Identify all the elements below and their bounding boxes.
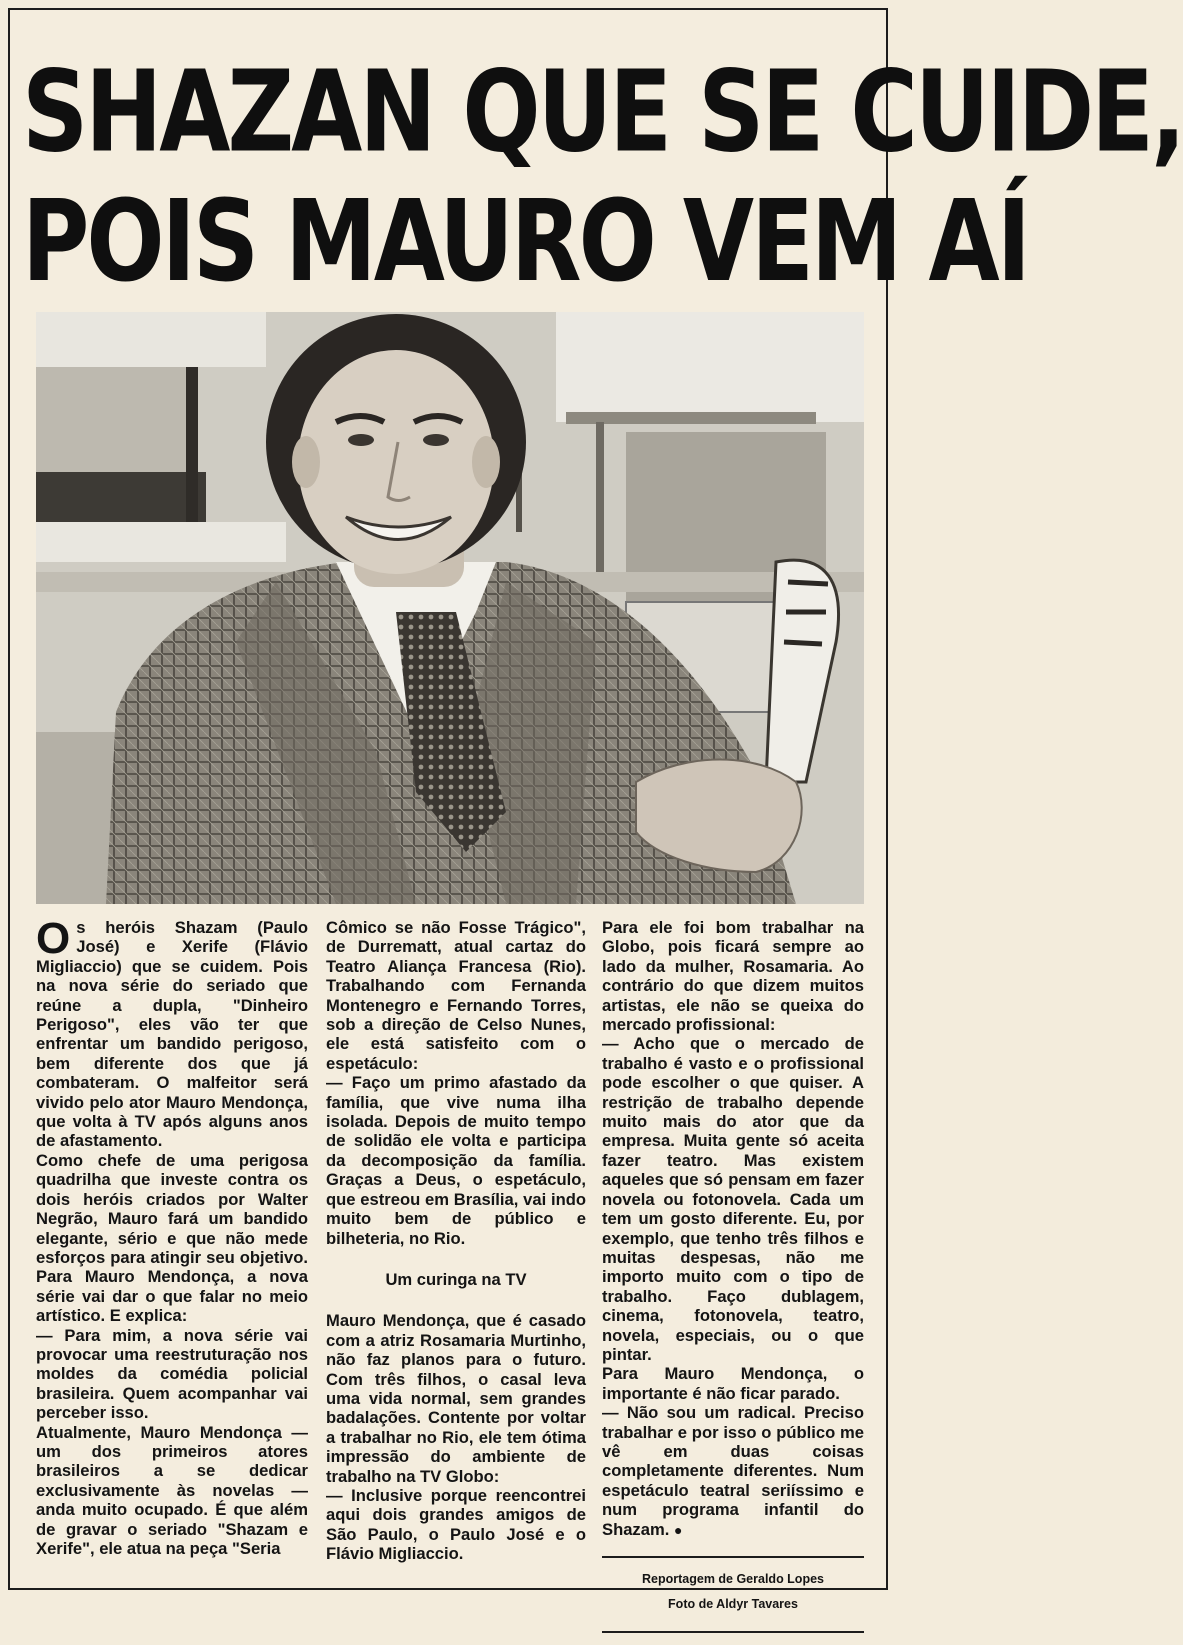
headline-line-1: SHAZAN QUE SE CUIDE, <box>22 46 1183 178</box>
paragraph: — Inclusive porque reencontrei aqui dois grandes amigos de São Paulo, o Paulo José e o Flávio Migliaccio. <box>326 1485 586 1564</box>
photo-credit: Foto de Aldyr Tavares <box>668 1597 798 1612</box>
section-subhead: Um curinga na TV <box>385 1269 527 1289</box>
paragraph: — Faço um primo afastado da família, que vive numa ilha isolada. Depois de muito tempo de solidão ele volta e participa da decomposição da família. Graças a Deus, o espetáculo, que estreou em Brasília, vai indo muito bem de público e bilheteria, no Rio. <box>326 1073 586 1248</box>
divider <box>602 1556 864 1558</box>
divider <box>602 1631 864 1633</box>
paragraph: — Acho que o mercado de trabalho é vasto e o profissional pode escolher o que quiser. A restrição de trabalho depende muito mais do ator que da empresa. Muita gente só aceita fazer teatro. Mas existem aqueles que só pensam em fazer novela ou fotonovela. Cada um tem um gosto diferente. Eu, por exemplo, que tenho três filhos e muitas despesas, não me importo muito com o tipo de trabalho. Faço dublagem, cinema, fotonovela, teatro, novela, especiais, ou o que pintar. <box>602 1034 864 1364</box>
headline-line-2: POIS MAURO VEM AÍ <box>22 176 1028 307</box>
paragraph: Os heróis Shazam (Paulo José) e Xerife (Flávio Migliaccio) que se cuidem. Pois na nova série do seriado que reúne a dupla, "Dinheiro Perigoso", eles vão ter que enfrentar um bandido perigoso, bem diferente dos que já combateram. O malfeitor será vivido pelo ator Mauro Mendonça, que volta à TV após alguns anos de afastamento. <box>36 914 308 1151</box>
paragraph: Cômico se não Fosse Trágico", de Durrematt, atual cartaz do Teatro Aliança Francesa (Rio). Trabalhando com Fernanda Montenegro e Fernando Torres, sob a direção de Celso Nunes, ele está satisfeito com o espetáculo: <box>326 918 586 1073</box>
article-column-1 <box>36 914 308 1558</box>
report-credit: Reportagem de Geraldo Lopes <box>642 1572 824 1586</box>
paragraph: Para ele foi bom trabalhar na Globo, pois ficará sempre ao lado da mulher, Rosamaria. Ao contrário do que dizem muitos artistas, ele não se queixa do mercado profissional: <box>602 918 864 1035</box>
paragraph: Para Mauro Mendonça, o importante é não ficar parado. <box>602 1364 864 1403</box>
headline <box>22 46 1183 307</box>
drop-cap: O <box>36 914 71 963</box>
end-mark-icon: ● <box>673 1521 683 1538</box>
article-column-3 <box>602 918 864 1645</box>
paragraph: Mauro Mendonça, que é casado com a atriz Rosamaria Murtinho, não faz planos para o futuro. Com três filhos, o casal leva uma vida normal, sem grandes badalações. Contente por voltar a trabalhar no Rio, ele tem ótima impressão do ambiente de trabalho na TV Globo: <box>326 1311 586 1486</box>
paragraph: — Não sou um radical. Preciso trabalhar e por isso o público me vê em duas coisas completamente diferentes. Num espetáculo teatral seriíssimo e num programa infantil do Shazam. ● <box>602 1403 864 1539</box>
article-column-2 <box>326 918 586 1564</box>
paragraph: Atualmente, Mauro Mendonça — um dos primeiros atores brasileiros a se dedicar exclusivamente às novelas — anda muito ocupado. É que além de gravar o seriado "Shazam e Xerife", ele atua na peça "Seria <box>36 1422 308 1558</box>
magazine-page <box>8 8 1183 1612</box>
portrait-photo <box>36 312 864 904</box>
portrait-illustration <box>36 312 864 904</box>
paragraph: Como chefe de uma perigosa quadrilha que investe contra os dois heróis criados por Walter Negrão, Mauro fará um bandido elegante, sério e que não mede esforços para atingir seu objetivo. Para Mauro Mendonça, a nova série vai dar o que falar no meio artístico. E explica: <box>36 1150 308 1326</box>
paragraph: — Para mim, a nova série vai provocar uma reestruturação nos moldes da comédia policial brasileira. Quem acompanhar vai perceber isso. <box>36 1325 308 1423</box>
